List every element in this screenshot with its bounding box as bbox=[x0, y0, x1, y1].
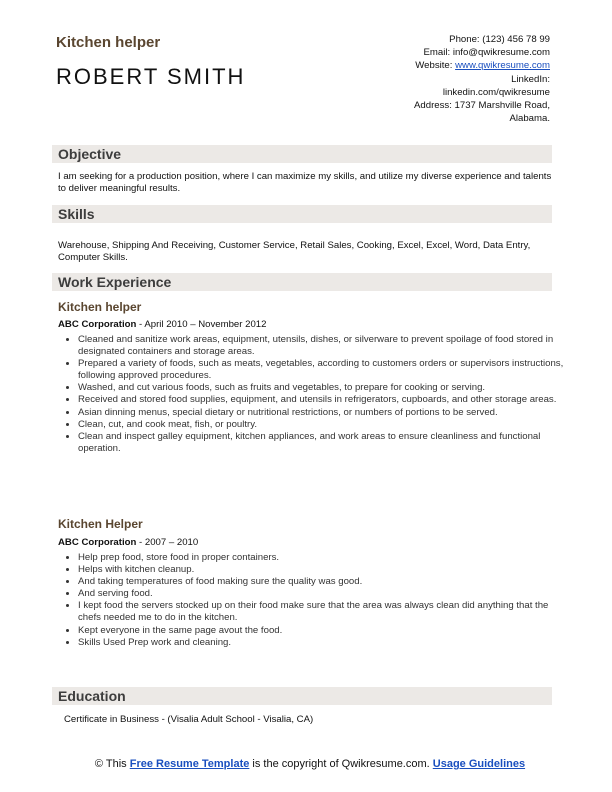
education-entry: Certificate in Business - (Visalia Adult School - Visalia, CA) bbox=[64, 714, 314, 725]
contact-linkedin-label: LinkedIn: bbox=[511, 73, 550, 85]
work-experience-heading: Work Experience bbox=[52, 273, 552, 291]
contact-block bbox=[350, 33, 550, 125]
contact-address-line2: Alabama. bbox=[509, 113, 550, 125]
job-duties-1 bbox=[64, 334, 568, 455]
job-meta-2 bbox=[58, 537, 198, 548]
candidate-name: ROBERT SMITH bbox=[56, 64, 246, 89]
list-item: • Cleaned and sanitize work areas, equipment, utensils, dishes, or silverware to prevent spoilage of food stored in designated containers and storage areas. bbox=[78, 334, 568, 358]
skills-heading: Skills bbox=[52, 205, 552, 223]
contact-website bbox=[350, 59, 550, 72]
list-item: • I kept food the servers stocked up on their food make sure that the area was always clean did anything that the chefs needed me to do in the kitchen. bbox=[78, 600, 568, 624]
list-item: • Clean, cut, and cook meat, fish, or poultry. bbox=[78, 419, 568, 431]
list-item: • Asian dinning menus, special dietary or nutritional restrictions, or numbers of portions to be served. bbox=[78, 407, 568, 419]
job-duties-2 bbox=[64, 552, 568, 649]
resume-job-title: Kitchen helper bbox=[56, 34, 161, 51]
job-dates-1: - April 2010 – November 2012 bbox=[136, 319, 267, 330]
website-label: Website: bbox=[415, 60, 456, 72]
list-item: • Kept everyone in the same page avout the food. bbox=[78, 625, 568, 637]
list-item: • Received and stored food supplies, equipment, and utensils in refrigerators, cupboards, and other storage areas. bbox=[78, 394, 568, 406]
list-item: • Helps with kitchen cleanup. bbox=[78, 564, 568, 576]
website-link[interactable]: www.qwikresume.com bbox=[455, 60, 550, 72]
job-title-1: Kitchen helper bbox=[58, 300, 142, 314]
footer-prefix: © This bbox=[94, 758, 130, 770]
contact-linkedin-value: linkedin.com/qwikresume bbox=[442, 86, 550, 98]
job-meta-1 bbox=[58, 319, 266, 330]
skills-text: Warehouse, Shipping And Receiving, Customer Service, Retail Sales, Cooking, Excel, Excel, Word, Data Entry, Computer Skills. bbox=[58, 240, 531, 263]
job-title-2: Kitchen Helper bbox=[58, 517, 143, 531]
objective-text: I am seeking for a production position, where I can maximize my skills, and utilize my diverse experience and talents to deliver meaningful results. bbox=[58, 171, 552, 194]
contact-address-line1: Address: 1737 Marshville Road, bbox=[414, 100, 550, 112]
job-company-2: ABC Corporation bbox=[58, 537, 137, 548]
list-item: • Help prep food, store food in proper containers. bbox=[78, 552, 568, 564]
objective-heading: Objective bbox=[52, 145, 552, 163]
free-resume-template-link[interactable]: Free Resume Template bbox=[129, 758, 250, 770]
contact-email: Email: info@qwikresume.com bbox=[423, 47, 550, 59]
education-heading: Education bbox=[52, 687, 552, 705]
list-item: • Washed, and cut various foods, such as fruits and vegetables, to prepare for cooking or serving. bbox=[78, 382, 568, 394]
list-item: • And serving food. bbox=[78, 588, 568, 600]
list-item: • And taking temperatures of food making sure the quality was good. bbox=[78, 576, 568, 588]
usage-guidelines-link[interactable]: Usage Guidelines bbox=[432, 758, 526, 770]
list-item: • Skills Used Prep work and cleaning. bbox=[78, 637, 568, 649]
job-dates-2: - 2007 – 2010 bbox=[136, 537, 199, 548]
copyright-footer bbox=[80, 758, 540, 771]
list-item: • Prepared a variety of foods, such as meats, vegetables, according to customers orders or supervisors instructions, following approved procedures. bbox=[78, 358, 568, 382]
contact-phone: Phone: (123) 456 78 99 bbox=[449, 34, 550, 45]
footer-middle: is the copyright of Qwikresume.com. bbox=[249, 758, 433, 770]
list-item: • Clean and inspect galley equipment, kitchen appliances, and work areas to ensure cleanliness and functional operation. bbox=[78, 431, 568, 455]
job-company-1: ABC Corporation bbox=[58, 319, 137, 330]
